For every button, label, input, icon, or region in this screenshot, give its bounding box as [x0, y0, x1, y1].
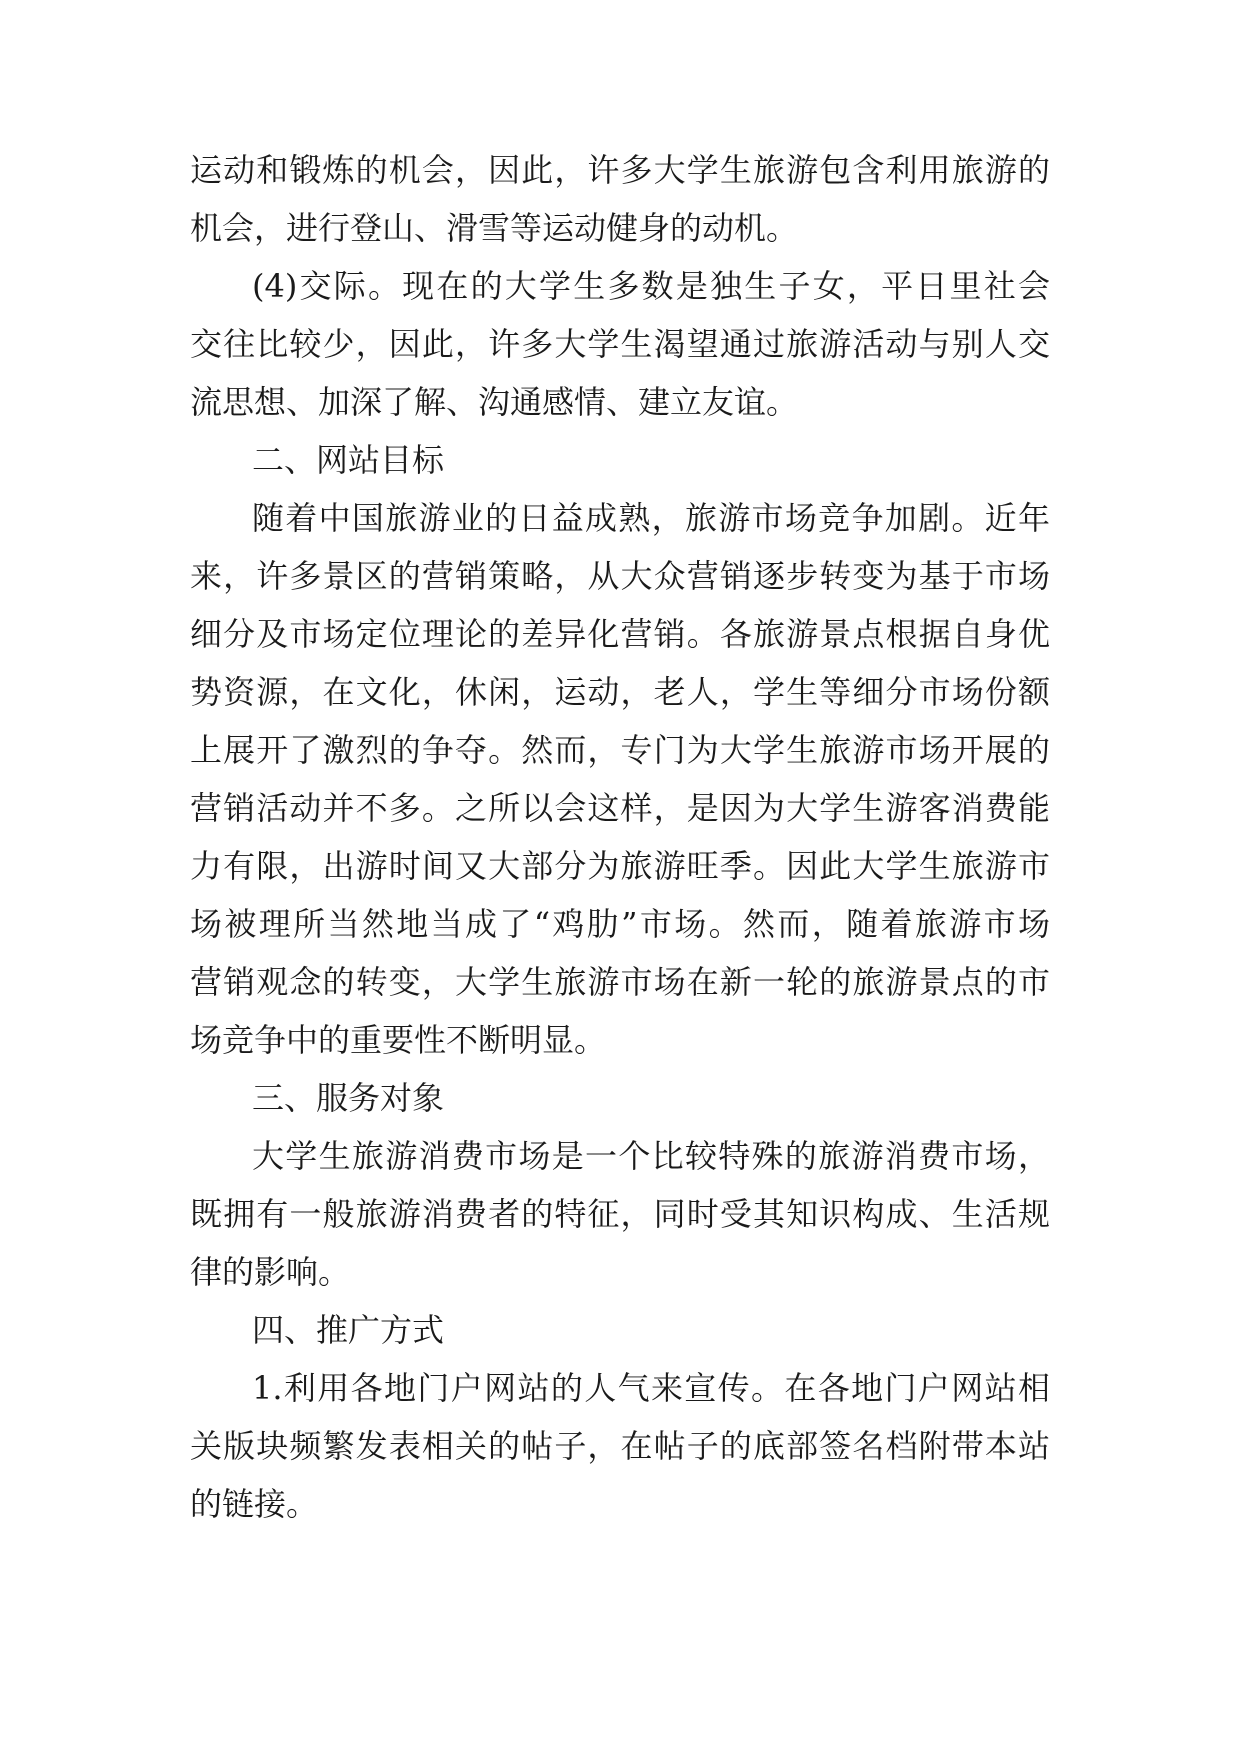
paragraph-line: 交往比较少，因此，许多大学生渴望通过旅游活动与别人交: [190, 325, 1050, 363]
paragraph-line: 运动和锻炼的机会，因此，许多大学生旅游包含利用旅游的: [190, 151, 1050, 189]
paragraph-line: 势资源，在文化，休闲，运动，老人，学生等细分市场份额: [190, 673, 1050, 711]
paragraph-line: 来，许多景区的营销策略，从大众营销逐步转变为基于市场: [190, 557, 1050, 595]
paragraph-line: 营销活动并不多。之所以会这样，是因为大学生游客消费能: [190, 789, 1050, 827]
paragraph-line: 大学生旅游消费市场是一个比较特殊的旅游消费市场，: [252, 1137, 1050, 1175]
paragraph-line: 随着中国旅游业的日益成熟，旅游市场竞争加剧。近年: [252, 499, 1050, 537]
paragraph-line: 律的影响。: [190, 1253, 351, 1291]
section-heading: 二、网站目标: [252, 441, 445, 479]
paragraph-line: 力有限，出游时间又大部分为旅游旺季。因此大学生旅游市: [190, 847, 1050, 885]
section-heading: 四、推广方式: [252, 1311, 445, 1349]
paragraph-line: 细分及市场定位理论的差异化营销。各旅游景点根据自身优: [190, 615, 1050, 653]
paragraph-line: 的链接。: [190, 1485, 319, 1523]
paragraph-line: 场竞争中的重要性不断明显。: [190, 1021, 607, 1059]
section-heading: 三、服务对象: [252, 1079, 445, 1117]
paragraph-line: 既拥有一般旅游消费者的特征，同时受其知识构成、生活规: [190, 1195, 1050, 1233]
paragraph-line: 关版块频繁发表相关的帖子，在帖子的底部签名档附带本站: [190, 1427, 1050, 1465]
paragraph-line: 机会，进行登山、滑雪等运动健身的动机。: [190, 209, 799, 247]
paragraph-line: 营销观念的转变，大学生旅游市场在新一轮的旅游景点的市: [190, 963, 1050, 1001]
paragraph-line: (4)交际。现在的大学生多数是独生子女，平日里社会: [252, 267, 1050, 305]
paragraph-line: 场被理所当然地当成了“鸡肋”市场。然而，随着旅游市场: [190, 905, 1050, 943]
paragraph-line: 上展开了激烈的争夺。然而，专门为大学生旅游市场开展的: [190, 731, 1050, 769]
paragraph-line: 1.利用各地门户网站的人气来宣传。在各地门户网站相: [252, 1369, 1050, 1407]
paragraph-line: 流思想、加深了解、沟通感情、建立友谊。: [190, 383, 799, 421]
